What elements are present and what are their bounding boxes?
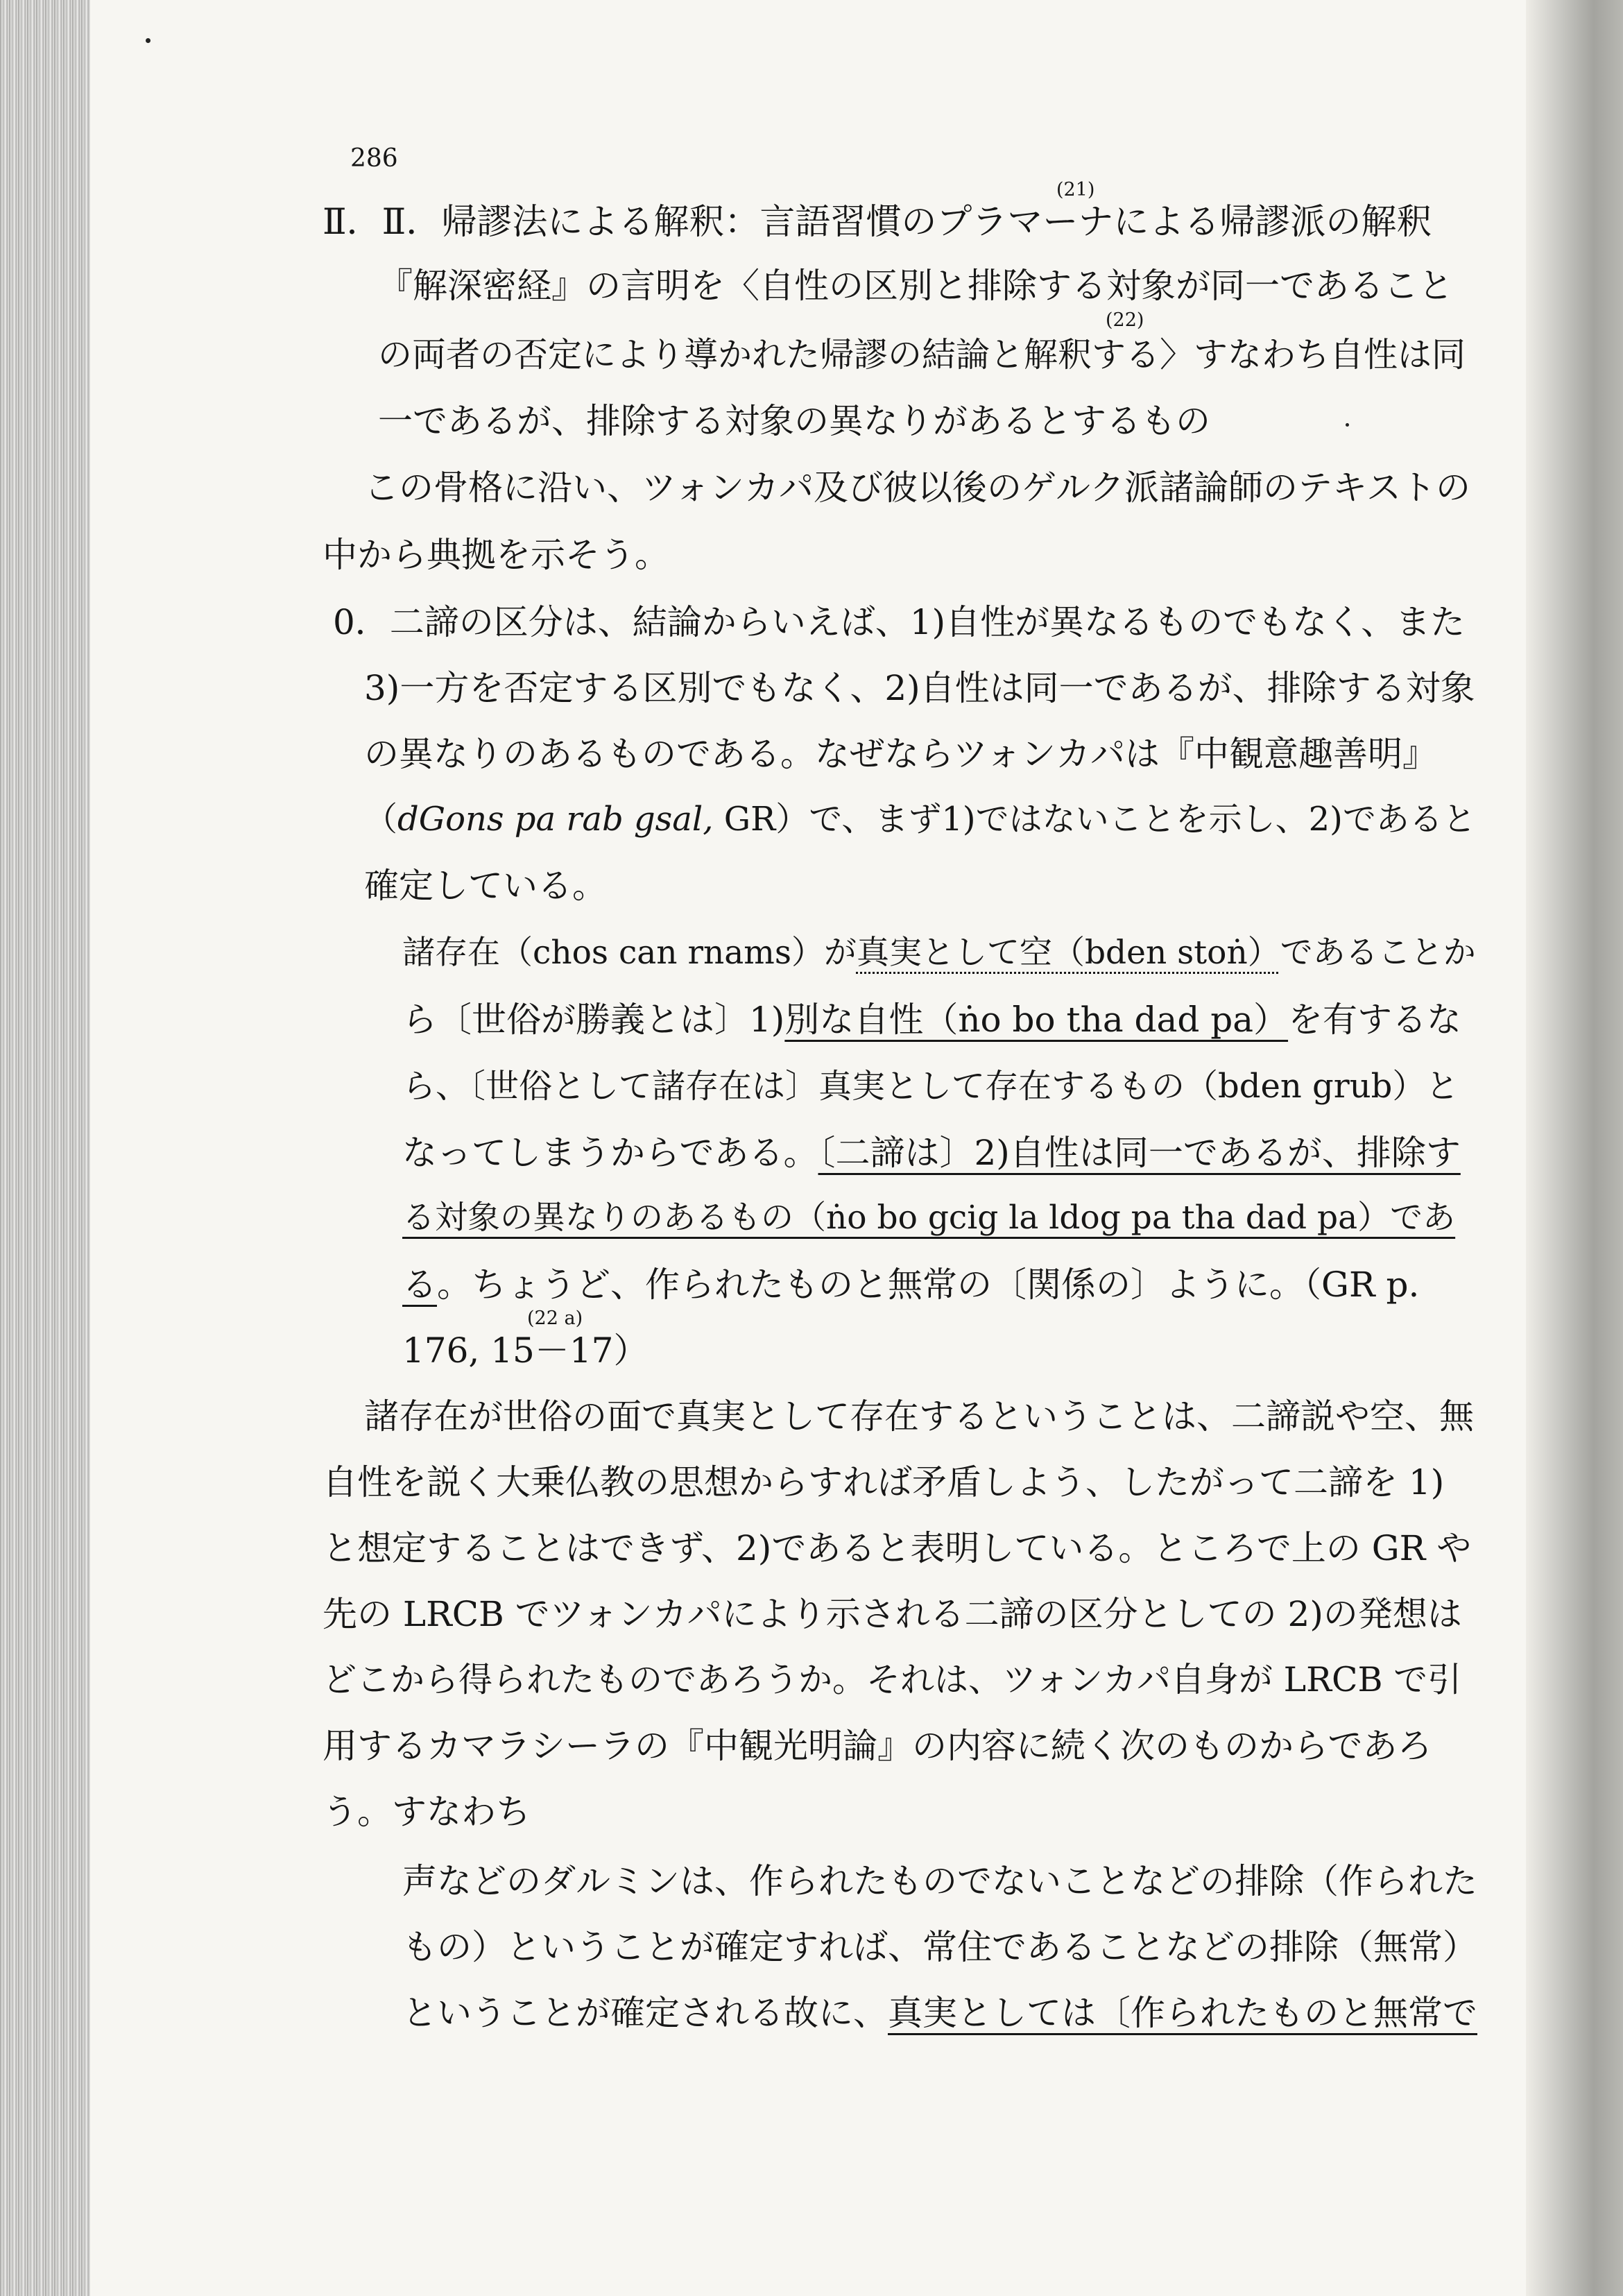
- block-quote-line: [402, 1993, 1477, 2033]
- block-quote-line: 声などのダルミンは、作られたものでないことなどの排除（作られた: [402, 1861, 1477, 1901]
- text-run: ら〔世俗が勝義とは〕1): [402, 1000, 785, 1040]
- underlined-text: 真実としては〔作られたものと無常で: [888, 1993, 1477, 2033]
- paragraph-line: 中から典拠を示そう。: [323, 535, 669, 575]
- text-run: であることか: [1280, 934, 1476, 972]
- section-heading: Ⅱ．Ⅱ．帰謬法による解釈：言語習慣のプラマーナによる帰謬派の解釈: [323, 202, 1432, 243]
- text-run: 諸存在（chos can rnams）が: [402, 934, 857, 972]
- note-ref-22a: (22 a): [527, 1308, 583, 1329]
- underlined-text: る対象の異なりのあるもの（ṅo bo gcig la ldog pa tha dad pa）であ: [402, 1199, 1456, 1237]
- block-quote-line: [402, 1000, 1462, 1040]
- paragraph-line: 一であるが、排除する対象の異なりがあるとするもの: [378, 401, 1210, 441]
- italic-title: dGons pa rab gsal,: [397, 800, 714, 839]
- text-run: なってしまうからである。: [402, 1133, 818, 1173]
- text-run: ということが確定される故に、: [402, 1993, 888, 2033]
- speck-mark: [146, 38, 151, 43]
- text-run: GR）で、まず1)ではないことを示し、2)であると: [713, 800, 1476, 839]
- text-run: を有するな: [1288, 1000, 1462, 1040]
- list-item-line: 3)一方を否定する区別でもなく、2)自性は同一であるが、排除する対象: [364, 668, 1475, 708]
- paragraph-line: う。すなわち: [323, 1792, 531, 1832]
- paragraph-line: と想定することはできず、2)であると表明している。ところで上の GR や: [323, 1528, 1472, 1568]
- underlined-text: 別な自性（ṅo bo tha dad pa）: [784, 1000, 1289, 1040]
- page-gutter-right: [1526, 0, 1623, 2296]
- paragraph-line: この骨格に沿い、ツォンカパ及び彼以後のゲルク派諸論師のテキストの: [364, 468, 1470, 508]
- paragraph-line: どこから得られたものであろうか。それは、ツォンカパ自身が LRCB で引: [323, 1660, 1462, 1699]
- paragraph-line: 先の LRCB でツォンカパにより示される二諦の区分としての 2)の発想は: [323, 1594, 1462, 1634]
- speck-mark: [1346, 423, 1349, 427]
- paragraph-line: 諸存在が世俗の面で真実として存在するということは、二諦説や空、無: [364, 1396, 1474, 1437]
- block-quote-line: [402, 1265, 1420, 1305]
- list-item-line: 0．二諦の区分は、結論からいえば、1)自性が異なるものでもなく、また: [333, 602, 1466, 642]
- block-quote-line: [402, 1199, 1456, 1237]
- list-item-line: [364, 800, 1476, 839]
- note-ref-21: (21): [1056, 179, 1095, 200]
- underlined-text: 〔二諦は〕2)自性は同一であるが、排除す: [818, 1133, 1461, 1173]
- block-quote-line: ら、〔世俗として諸存在は〕真実として存在するもの（bden grub）と: [402, 1067, 1459, 1106]
- paragraph-line: 『解深密経』の言明を〈自性の区別と排除する対象が同一であること: [378, 266, 1453, 306]
- block-quote-line: [402, 1133, 1461, 1173]
- paragraph-line: 自性を説く大乗仏教の思想からすれば矛盾しよう、したがって二諦を 1): [323, 1462, 1445, 1502]
- underlined-text: る: [402, 1265, 437, 1305]
- paragraph-line: の両者の否定により導かれた帰謬の結論と解釈する〉すなわち自性は同: [378, 335, 1466, 375]
- underlined-text: 真実として空（bden stoṅ）: [856, 934, 1280, 972]
- text-run: （: [364, 800, 398, 839]
- paragraph-line: 用するカマラシーラの『中観光明論』の内容に続く次のものからであろ: [323, 1726, 1432, 1766]
- page-number: 286: [350, 144, 398, 173]
- text-run: 。ちょうど、作られたものと無常の〔関係の〕ように。（GR p.: [437, 1265, 1420, 1305]
- block-quote-line: 176, 15－17）: [402, 1330, 649, 1371]
- list-item-line: の異なりのあるものである。なぜならツォンカパは『中観意趣善明』: [364, 734, 1437, 774]
- note-ref-22: (22): [1106, 309, 1144, 331]
- block-quote-line: [402, 934, 1476, 972]
- block-quote-line: もの）ということが確定すれば、常住であることなどの排除（無常）: [402, 1927, 1477, 1967]
- list-item-line: 確定している。: [364, 866, 607, 906]
- page-gutter-left: [0, 0, 90, 2296]
